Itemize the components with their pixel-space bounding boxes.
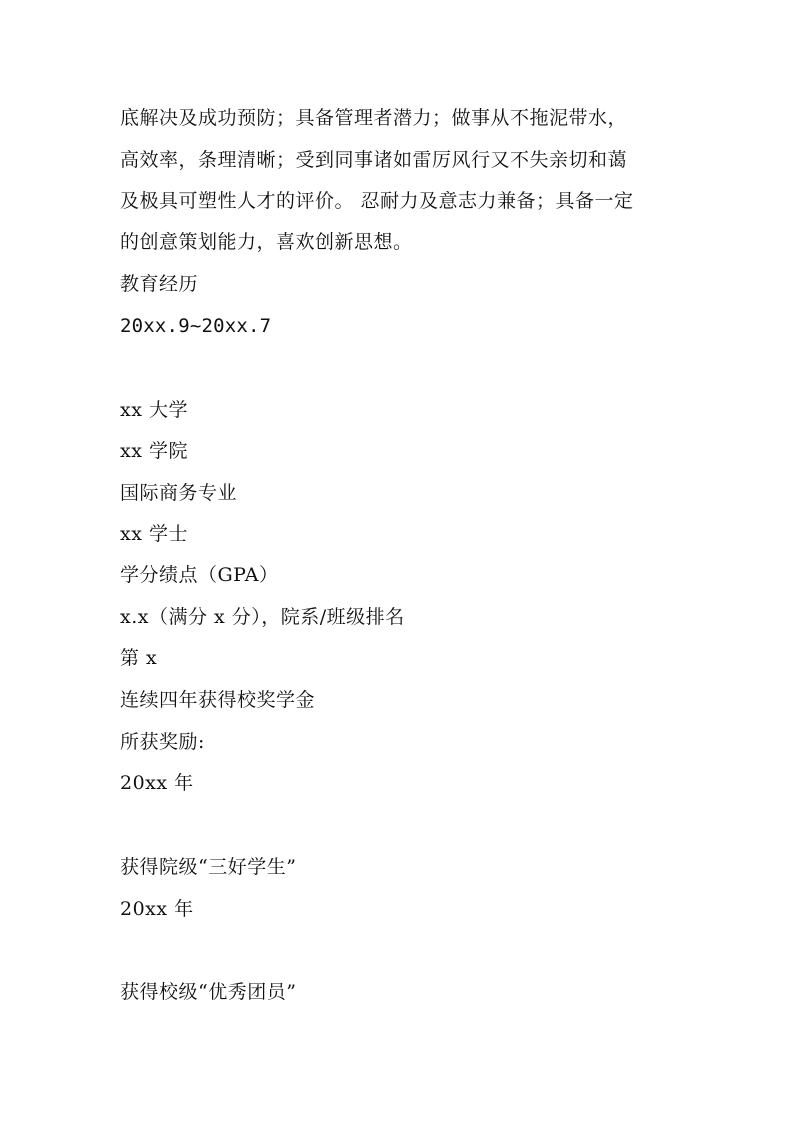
education-heading: 教育经历 <box>120 273 199 295</box>
education-period: 20xx.9~20xx.7 <box>120 315 272 337</box>
education-rank: 第 x <box>120 647 158 669</box>
awards-heading: 所获奖励: <box>120 731 205 753</box>
summary-line-2: 高效率，条理清晰；受到同事诸如雷厉风行又不失亲切和蔼 <box>120 149 628 171</box>
education-gpa-value: x.x（满分 x 分），院系/班级排名 <box>120 606 405 628</box>
education-university: xx 大学 <box>120 399 188 421</box>
education-scholarship: 连续四年获得校奖学金 <box>120 689 316 711</box>
education-gpa-label: 学分绩点（GPA） <box>120 564 279 586</box>
award-year-1: 20xx 年 <box>120 772 194 794</box>
education-major: 国际商务专业 <box>120 482 238 504</box>
summary-line-4: 的创意策划能力，喜欢创新思想。 <box>120 231 413 253</box>
education-college: xx 学院 <box>120 440 188 462</box>
summary-line-1: 底解决及成功预防；具备管理者潜力；做事从不拖泥带水， <box>120 107 628 129</box>
summary-line-3: 及极具可塑性人才的评价。 忍耐力及意志力兼备；具备一定 <box>120 190 634 212</box>
award-title-2: 获得校级“优秀团员” <box>120 981 297 1003</box>
award-year-2: 20xx 年 <box>120 898 194 920</box>
award-title-1: 获得院级“三好学生” <box>120 856 297 878</box>
education-degree: xx 学士 <box>120 523 188 545</box>
